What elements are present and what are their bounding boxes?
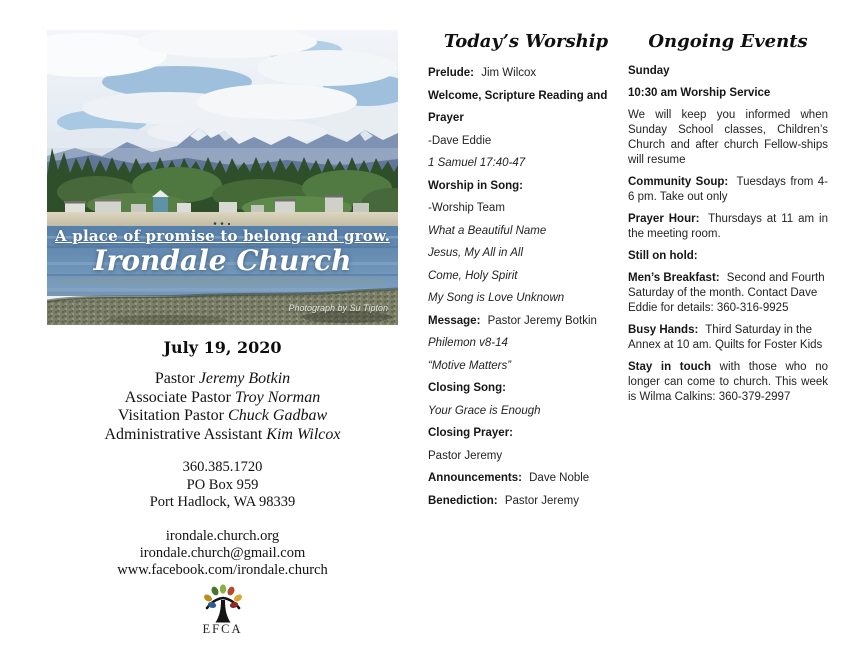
event-prayer-hour: Prayer Hour: Thursdays at 11 am in the meeting room. bbox=[628, 213, 828, 240]
worship-line-message: Message: Pastor Jeremy Botkin bbox=[428, 314, 597, 327]
church-photo bbox=[47, 30, 398, 325]
worship-line-song-3: Come, Holy Spirit bbox=[428, 269, 518, 282]
photo-tagline: A place of promise to belong and grow. bbox=[55, 227, 390, 245]
ongoing-events-column bbox=[628, 31, 828, 412]
worship-line-scripture: 1 Samuel 17:40-47 bbox=[428, 157, 526, 169]
worship-line-closing-prayer: Closing Prayer: bbox=[428, 427, 513, 439]
worship-line-benediction: Benediction: Pastor Jeremy bbox=[428, 494, 579, 507]
bulletin-date: July 19, 2020 bbox=[163, 338, 282, 357]
worship-line-philemon: Philemon v8-14 bbox=[428, 337, 508, 349]
facebook-url: www.facebook.com/irondale.church bbox=[117, 561, 328, 578]
web-block bbox=[47, 528, 398, 579]
contact-block bbox=[47, 459, 398, 512]
left-column bbox=[47, 30, 398, 637]
events-title: Ongoing Events bbox=[648, 31, 808, 52]
worship-line-dave-eddie: -Dave Eddie bbox=[428, 134, 492, 147]
worship-line-worship-in-song: Worship in Song: bbox=[428, 179, 523, 192]
staff-line: Pastor Jeremy Botkin bbox=[154, 370, 291, 387]
event-community-soup: Community Soup: Tuesdays from 4-6 pm. Take out only bbox=[628, 176, 828, 203]
worship-line-song-4: My Song is Love Unknown bbox=[428, 292, 565, 304]
efca-logo bbox=[47, 584, 398, 637]
shoreline-landscape-art bbox=[47, 30, 398, 325]
po-box: PO Box 959 bbox=[186, 476, 259, 493]
event-mens-breakfast: Men’s Breakfast: Second and Fourth Saturday of the month. Contact Dave Eddie for details: 360-316-9925 bbox=[628, 272, 825, 314]
event-busy-hands: Busy Hands: Third Saturday in the Annex at 10 am. Quilts for Foster Kids bbox=[628, 324, 823, 351]
worship-line-announcements: Announcements: Dave Noble bbox=[428, 472, 590, 484]
email-address: irondale.church@gmail.com bbox=[139, 544, 306, 561]
staff-line: Visitation Pastor Chuck Gadbaw bbox=[117, 407, 328, 424]
worship-line-sermon-title: “Motive Matters” bbox=[428, 359, 512, 372]
worship-line-worship-team: -Worship Team bbox=[428, 202, 505, 214]
staff-list bbox=[47, 370, 398, 444]
event-sunday: Sunday bbox=[628, 65, 670, 77]
worship-line-pastor-jeremy: Pastor Jeremy bbox=[428, 449, 503, 462]
event-stay-in-touch: Stay in touch with those who no longer can come to church. This week is Wilma Calkins: 360-379-2997 bbox=[628, 361, 828, 403]
worship-line-prelude: Prelude: Jim Wilcox bbox=[428, 67, 537, 79]
staff-line: Administrative Assistant Kim Wilcox bbox=[104, 425, 341, 443]
efca-tree-icon bbox=[201, 584, 245, 624]
worship-title: Today’s Worship bbox=[443, 31, 609, 52]
phone-number: 360.385.1720 bbox=[182, 459, 263, 475]
worship-line-song-2: Jesus, My All in All bbox=[428, 247, 524, 259]
worship-line-welcome: Welcome, Scripture Reading and Prayer bbox=[428, 89, 608, 124]
event-still-on-hold: Still on hold: bbox=[628, 250, 698, 262]
city-state-zip: Port Hadlock, WA 98339 bbox=[149, 494, 296, 510]
staff-line: Associate Pastor Troy Norman bbox=[124, 388, 321, 406]
worship-line-closing-song: Closing Song: bbox=[428, 382, 506, 394]
efca-label: EFCA bbox=[202, 621, 243, 636]
worship-line-song-1: What a Beautiful Name bbox=[428, 224, 547, 237]
event-resume-notice: We will keep you informed when Sunday School classes, Children’s Church and after church Fellow-ships will resume bbox=[628, 109, 828, 166]
todays-worship-column bbox=[428, 31, 624, 512]
event-worship-service: 10:30 am Worship Service bbox=[628, 87, 771, 99]
worship-line-closing-song-name: Your Grace is Enough bbox=[428, 404, 541, 417]
photo-credit: Photograph by Su Tipton bbox=[288, 303, 388, 313]
website-url: irondale.church.org bbox=[165, 527, 280, 544]
photo-title: Irondale Church bbox=[93, 244, 352, 277]
